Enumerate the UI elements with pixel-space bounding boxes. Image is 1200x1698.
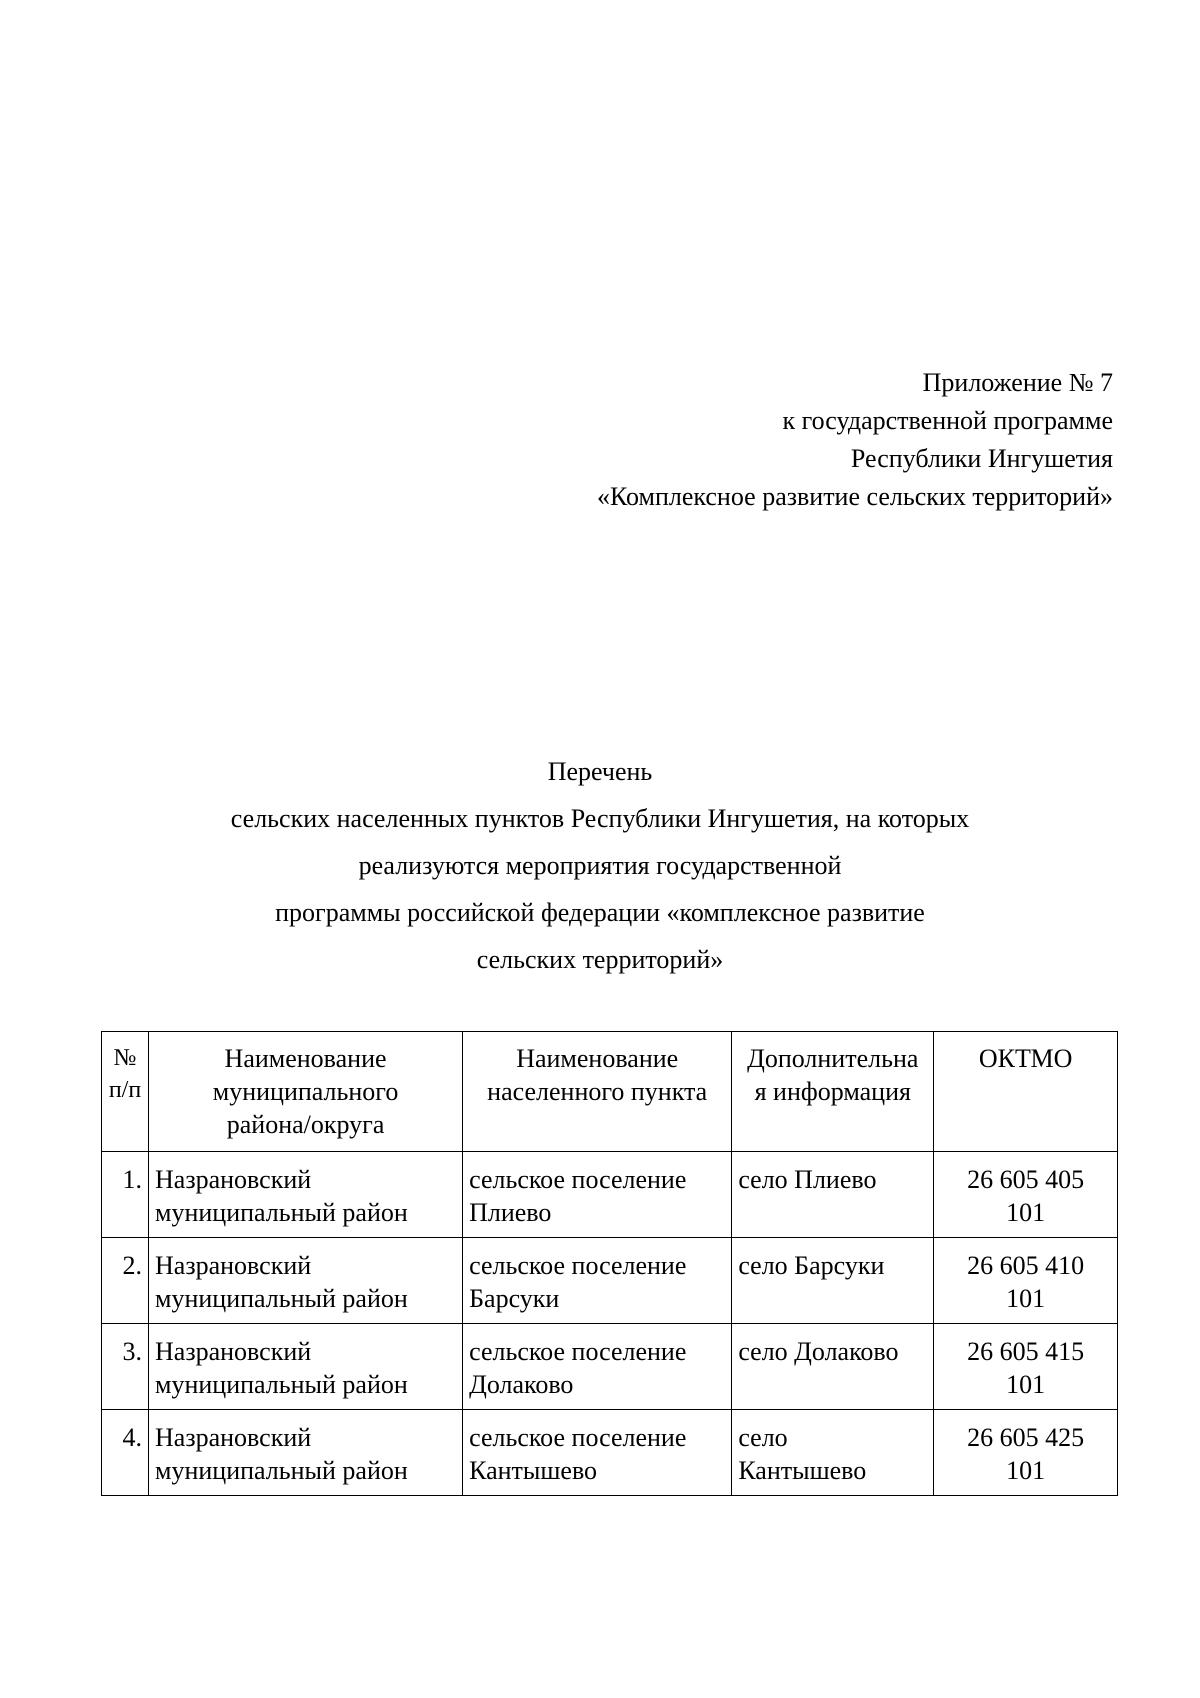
cell-text: 101 — [1006, 1370, 1046, 1399]
cell-oktmo — [934, 1410, 1118, 1496]
cell-num: 3. — [102, 1324, 149, 1410]
cell-text: Назрановский — [155, 1337, 312, 1366]
cell-oktmo — [934, 1152, 1118, 1238]
cell-text: 26 605 415 — [967, 1337, 1085, 1366]
cell-text: 101 — [1006, 1198, 1046, 1227]
cell-district — [149, 1152, 463, 1238]
header-num — [102, 1032, 149, 1152]
cell-text: 26 605 425 — [967, 1423, 1085, 1452]
cell-oktmo — [934, 1324, 1118, 1410]
cell-info — [732, 1324, 934, 1410]
table-header-row — [102, 1032, 1118, 1152]
cell-settlement — [463, 1238, 732, 1324]
cell-text: муниципальный район — [155, 1370, 408, 1399]
cell-text: сельское поселение — [469, 1337, 687, 1366]
cell-text: 26 605 405 — [967, 1165, 1085, 1194]
cell-text: Долаково — [469, 1370, 574, 1399]
header-district — [149, 1032, 463, 1152]
cell-text: Кантышево — [469, 1456, 598, 1485]
cell-settlement — [463, 1152, 732, 1238]
cell-text: Барсуки — [469, 1284, 560, 1313]
header-num-line: № — [113, 1045, 137, 1071]
header-district-line: муниципального — [212, 1077, 399, 1106]
header-settlement-line: населенного пункта — [487, 1077, 708, 1106]
cell-settlement — [463, 1324, 732, 1410]
header-district-line: района/округа — [226, 1110, 385, 1139]
header-info-line: я информация — [754, 1077, 911, 1106]
appendix-line: Республики Ингушетия — [850, 444, 1113, 473]
header-settlement — [463, 1032, 732, 1152]
cell-text: Назрановский — [155, 1165, 312, 1194]
table-row — [102, 1152, 1118, 1238]
title-line: сельских населенных пунктов Республики Ингушетия, на которых — [230, 804, 970, 833]
cell-num: 4. — [102, 1410, 149, 1496]
cell-info — [732, 1410, 934, 1496]
cell-district — [149, 1324, 463, 1410]
cell-text: село Барсуки — [738, 1251, 885, 1280]
settlements-table — [101, 1031, 1118, 1496]
cell-text: муниципальный район — [155, 1284, 408, 1313]
title-line: сельских территорий» — [476, 945, 724, 974]
cell-text: 101 — [1006, 1456, 1046, 1485]
header-oktmo-line: ОКТМО — [978, 1044, 1073, 1073]
cell-text: село Долаково — [738, 1337, 899, 1366]
table-row — [102, 1410, 1118, 1496]
header-info-line: Дополнительна — [747, 1044, 919, 1073]
cell-text: сельское поселение — [469, 1251, 687, 1280]
appendix-line: «Комплексное развитие сельских территорий» — [596, 482, 1113, 511]
cell-text: Кантышево — [738, 1456, 867, 1485]
cell-district — [149, 1238, 463, 1324]
cell-text: муниципальный район — [155, 1198, 408, 1227]
table-row — [102, 1324, 1118, 1410]
appendix-header — [597, 364, 1113, 516]
cell-text: Назрановский — [155, 1423, 312, 1452]
cell-text: муниципальный район — [155, 1456, 408, 1485]
cell-oktmo — [934, 1238, 1118, 1324]
cell-text: 101 — [1006, 1284, 1046, 1313]
cell-text: сельское поселение — [469, 1423, 687, 1452]
cell-text: село Плиево — [738, 1165, 877, 1194]
appendix-line: Приложение № 7 — [922, 368, 1113, 397]
appendix-line: к государственной программе — [782, 406, 1113, 435]
header-oktmo — [934, 1032, 1118, 1152]
header-num-line: п/п — [108, 1077, 142, 1103]
title-line: программы российской федерации «комплексное развитие — [275, 898, 925, 927]
cell-text: село — [738, 1423, 788, 1452]
cell-info — [732, 1152, 934, 1238]
cell-settlement — [463, 1410, 732, 1496]
cell-num: 1. — [102, 1152, 149, 1238]
document-title — [0, 748, 1200, 983]
cell-info — [732, 1238, 934, 1324]
cell-text: Плиево — [469, 1198, 552, 1227]
title-line: реализуются мероприятия государственной — [358, 851, 842, 880]
cell-text: Назрановский — [155, 1251, 312, 1280]
header-district-line: Наименование — [224, 1044, 387, 1073]
title-line: Перечень — [547, 757, 653, 786]
header-settlement-line: Наименование — [516, 1044, 679, 1073]
cell-text: сельское поселение — [469, 1165, 687, 1194]
table-row — [102, 1238, 1118, 1324]
cell-text: 26 605 410 — [967, 1251, 1085, 1280]
cell-num: 2. — [102, 1238, 149, 1324]
cell-district — [149, 1410, 463, 1496]
header-info — [732, 1032, 934, 1152]
